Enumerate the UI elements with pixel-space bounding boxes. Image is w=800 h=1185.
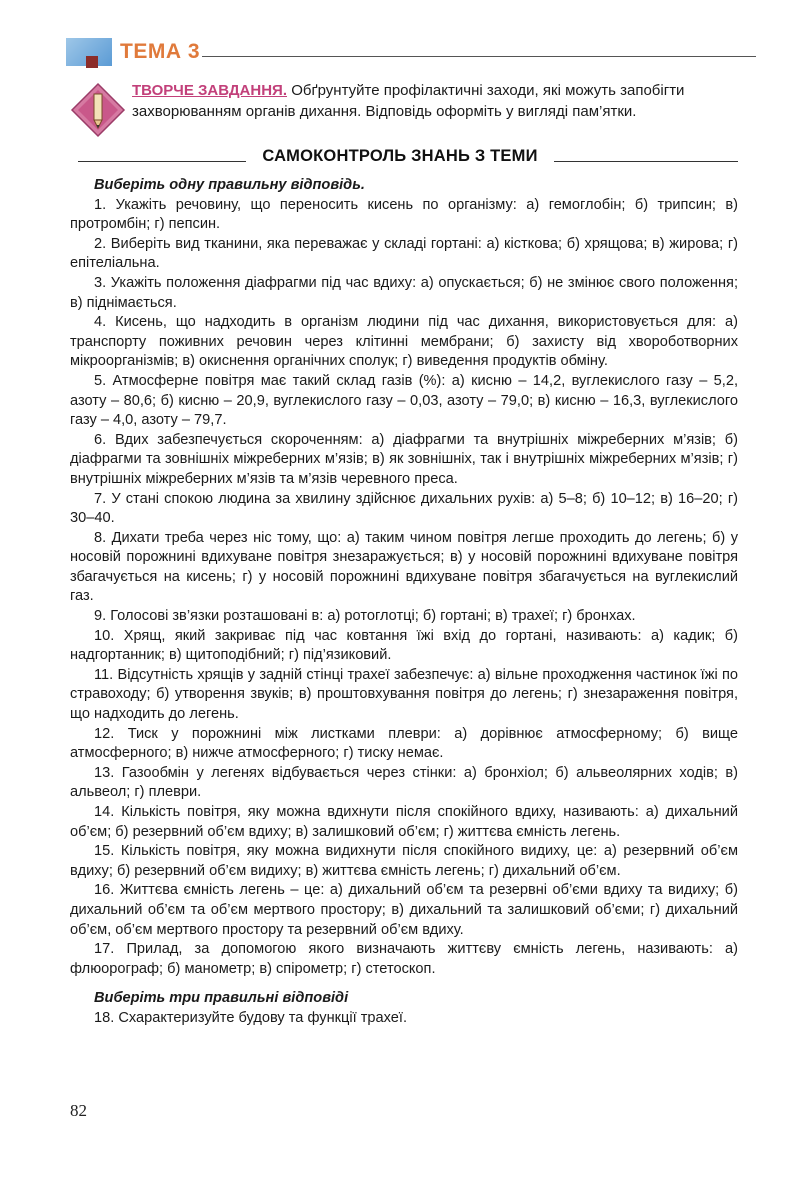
question-18: 18. Схарактеризуйте будову та функції трахеї. bbox=[94, 1009, 408, 1026]
question-7: 7. У стані спокою людина за хвилину здійснює дихальних рухів: а) 5–8; б) 10–12; в) 16–20; г) 30–40. bbox=[70, 490, 738, 527]
theme-divider bbox=[202, 56, 756, 57]
theme-title: ТЕМА 3 bbox=[120, 40, 201, 63]
creative-task-text bbox=[132, 80, 752, 122]
question-2: 2. Виберіть вид тканини, яка переважає у складі гортані: а) кісткова; б) хрящова; в) жирова; г) епітеліальна. bbox=[70, 235, 738, 272]
pencil-diamond-icon bbox=[70, 82, 126, 138]
instruction-one-answer: Виберіть одну правильну відповідь. bbox=[94, 177, 365, 193]
question-11: 11. Відсутність хрящів у задній стінці трахеї забезпечує: а) вільне проходження частинок їжі по стравоходу; б) утворення звуків; в) проштовхування повітря до легень; г) знезараження повітря, що надходить до легень. bbox=[70, 666, 738, 723]
question-17: 17. Прилад, за допомогою якого визначають життєву ємність легень, називають: а) флюорограф; б) манометр; в) спірометр; г) стетоскоп. bbox=[70, 941, 738, 977]
heading-rule-right bbox=[554, 161, 738, 162]
instruction-three-answers: Виберіть три правильні відповіді bbox=[94, 990, 349, 1007]
question-12: 12. Тиск у порожнині між листками плеври: а) дорівнює атмосферному; б) вище атмосферного; в) нижче атмосферного; г) тиску немає. bbox=[70, 725, 738, 762]
question-1: 1. Укажіть речовину, що переносить кисень по організму: а) гемоглобін; б) трипсин; в) протромбін; г) пепсин. bbox=[70, 196, 738, 233]
section-title: САМОКОНТРОЛЬ ЗНАНЬ З ТЕМИ bbox=[262, 147, 538, 165]
theme-header bbox=[66, 30, 756, 80]
question-8: 8. Дихати треба через ніс тому, що: а) таким чином повітря легше проходить до легень; б) у носовій порожнині вдихуване повітря знезаражується; в) у носовій порожнині вдихуване повітря збагачується на кисень; г) у носовій порожнині вдихуване повітря збагачується на вуглекислий газ. bbox=[70, 529, 738, 605]
heading-rule-left bbox=[78, 161, 246, 162]
creative-task-body: Обґрунтуйте профілактичні заходи, які можуть запобігти захворюванням органів дихання. Відповідь оформіть у вигляді пам’ятки. bbox=[132, 82, 685, 120]
question-list bbox=[70, 176, 738, 1029]
question-9: 9. Голосові зв’язки розташовані в: а) ротоглотці; б) гортані; в) трахеї; г) бронхах. bbox=[94, 608, 636, 625]
question-13: 13. Газообмін у легенях відбувається через стінки: а) бронхіол; б) альвеолярних ходів; в) альвеол; г) плеври. bbox=[70, 764, 738, 801]
section-heading bbox=[78, 147, 738, 169]
question-3: 3. Укажіть положення діафрагми під час вдиху: а) опускається; б) не змінює свого положення; в) піднімається. bbox=[70, 274, 738, 311]
page-number: 82 bbox=[70, 1101, 87, 1120]
creative-task bbox=[66, 80, 756, 140]
question-5: 5. Атмосферне повітря має такий склад газів (%): а) кисню – 14,2, вуглекислого газу – 5,2, азоту – 80,6; б) кисню – 20,9, вуглекислого газу – 0,03, азоту – 79,0; в) кисню – 16,3, вуглекислого газу – 4,0, азоту – 79,7. bbox=[70, 372, 738, 429]
question-10: 10. Хрящ, який закриває під час ковтання їжі вхід до гортані, називають: а) кадик; б) надгортанник; в) щитоподібний; г) під’язиковий. bbox=[70, 627, 738, 664]
question-15: 15. Кількість повітря, яку можна видихнути після спокійного видиху, це: а) резервний об’єм вдиху; б) резервний об’єм видиху; в) життєва ємність легень; г) дихальний об’єм. bbox=[70, 843, 738, 879]
theme-marker-dot bbox=[86, 56, 98, 68]
question-14: 14. Кількість повітря, яку можна вдихнути після спокійного вдиху, називають: а) дихальний об’єм; б) резервний об’єм вдиху; в) залишковий об’єм; г) життєва ємність легень. bbox=[70, 804, 738, 840]
question-16: 16. Життєва ємність легень – це: а) дихальний об’єм та резервні об’єми вдиху та видиху; б) дихальний об’єм та об’єм мертвого простору; в) дихальний та залишковий об’єми; г) дихальний об’єм, об’єм мертвого простору та резервний об’єм вдиху. bbox=[70, 882, 738, 938]
creative-task-label: ТВОРЧЕ ЗАВДАННЯ. bbox=[132, 82, 288, 99]
question-6: 6. Вдих забезпечується скороченням: а) діафрагми та внутрішніх міжреберних м’язів; б) діафрагми та зовнішніх міжреберних м’язів; в) як зовнішніх, так і внутрішніх міжреберних м’язів; г) внутрішніх міжреберних м’язів та м’язів черевного преса. bbox=[70, 431, 738, 487]
question-4: 4. Кисень, що надходить в організм людини під час дихання, використовується для: а) транспорту поживних речовин через клітинні мембрани; б) захисту від хвороботворних мікроорганізмів; в) окиснення органічних сполук; г) виведення продуктів обміну. bbox=[70, 314, 738, 370]
